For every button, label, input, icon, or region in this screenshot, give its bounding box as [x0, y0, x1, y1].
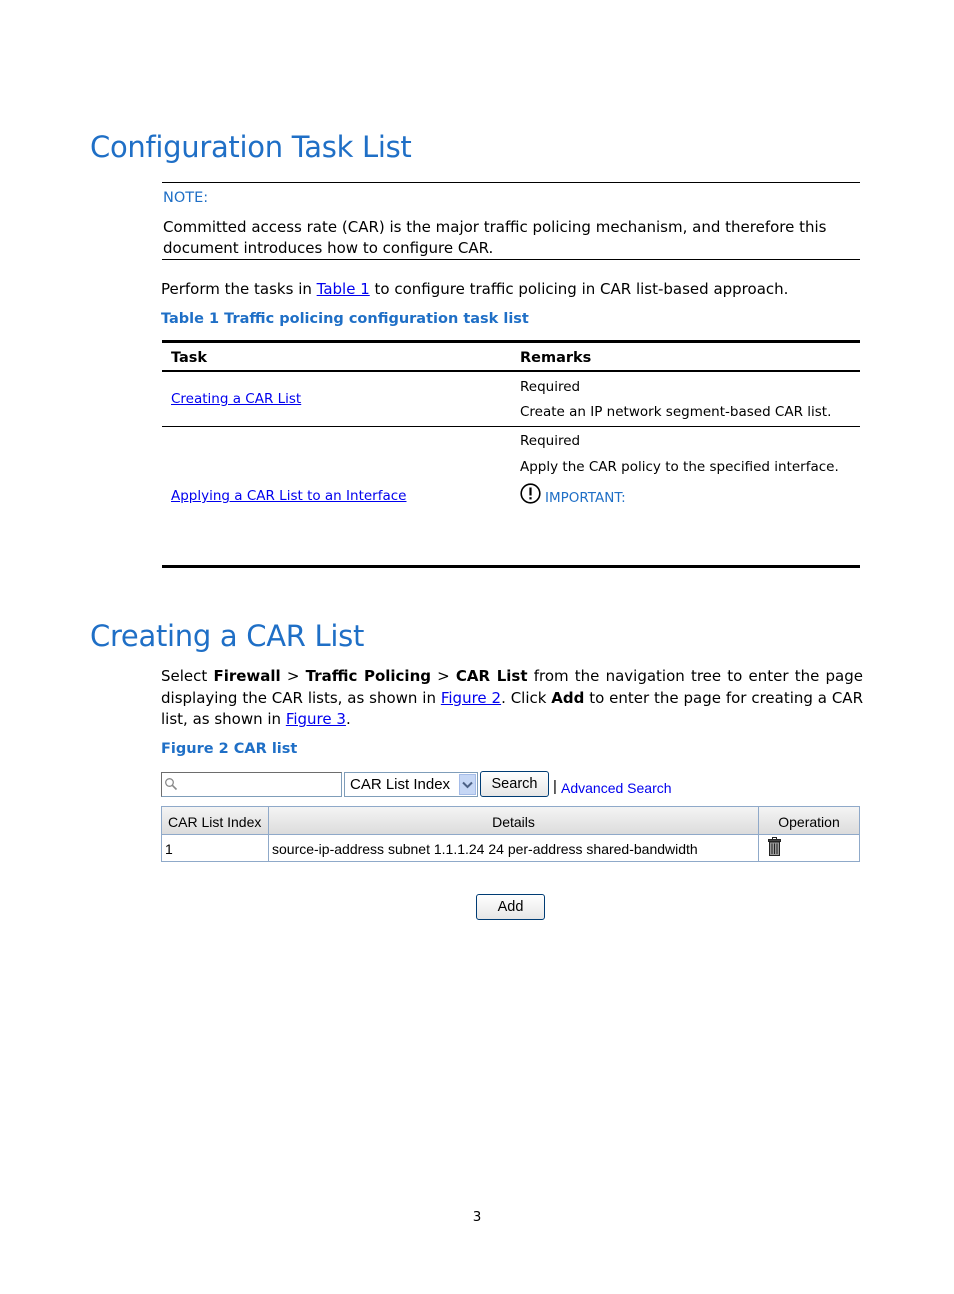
creating-car-list-link[interactable]: Creating a CAR List	[171, 391, 302, 407]
search-field-select[interactable]	[344, 772, 478, 797]
para-text: >	[431, 667, 456, 685]
para-text: Select	[161, 667, 214, 685]
figure-2-link[interactable]: Figure 2	[440, 688, 502, 707]
column-header-details[interactable]: Details	[492, 814, 535, 830]
row2-remark-description: Apply the CAR policy to the specified interface.	[520, 459, 839, 475]
note-label: NOTE:	[163, 190, 209, 206]
column-header-operation[interactable]: Operation	[778, 814, 840, 830]
creating-paragraph	[161, 666, 863, 731]
important-icon	[520, 483, 541, 504]
search-input[interactable]	[161, 772, 342, 797]
table-header-rule	[162, 370, 860, 372]
add-button[interactable]: Add	[476, 894, 545, 920]
menu-firewall: Firewall	[213, 667, 281, 685]
search-icon	[164, 777, 178, 794]
para-text: to enter the page for creating a CAR list, as shown in	[161, 688, 863, 728]
row-details: source-ip-address subnet 1.1.1.24 24 per-address shared-bandwidth	[272, 841, 698, 857]
section-title-creating-car-list: Creating a CAR List	[90, 619, 365, 653]
perform-paragraph	[161, 279, 788, 300]
note-top-rule	[162, 182, 860, 183]
trash-icon[interactable]	[768, 837, 781, 856]
search-field-select-value: CAR List Index	[350, 776, 451, 793]
menu-traffic-policing: Traffic Policing	[305, 667, 431, 685]
section-title-configuration-task-list: Configuration Task List	[90, 130, 412, 164]
row2-remark-required: Required	[520, 433, 581, 449]
figure-3-link[interactable]: Figure 3	[285, 710, 346, 728]
para-text: . Click	[501, 688, 552, 707]
table-row-rule	[162, 426, 860, 427]
row1-remark-description: Create an IP network segment-based CAR list.	[520, 404, 832, 420]
table-top-rule	[162, 340, 860, 343]
search-button[interactable]: Search	[480, 771, 549, 797]
applying-car-list-link[interactable]: Applying a CAR List to an Interface	[171, 488, 407, 504]
para-text: .	[345, 710, 351, 728]
table-1-link[interactable]: Table 1	[316, 280, 370, 298]
para-text: >	[280, 667, 306, 685]
page-number: 3	[472, 1209, 482, 1225]
perform-text-post: to configure traffic policing in CAR list-based approach.	[369, 280, 789, 298]
add-keyword: Add	[551, 688, 585, 707]
car-list-table	[161, 806, 860, 862]
column-header-car-list-index[interactable]: CAR List Index	[168, 814, 262, 830]
table-header-remarks: Remarks	[520, 350, 592, 366]
table-caption: Table 1 Traffic policing configuration task list	[161, 311, 529, 327]
table-header-task: Task	[171, 350, 208, 366]
note-text: Committed access rate (CAR) is the major traffic policing mechanism, and therefore this document introduces how to configure CAR.	[163, 218, 827, 257]
para-text: from the navigation tree to enter the page displaying the CAR lists, as shown in	[161, 667, 863, 707]
perform-text-pre: Perform the tasks in	[161, 280, 317, 298]
row-car-list-index: 1	[165, 841, 173, 857]
menu-car-list: CAR List	[455, 667, 528, 685]
important-label: IMPORTANT:	[545, 490, 626, 506]
note-bottom-rule	[162, 259, 860, 260]
table-bottom-rule	[162, 565, 860, 568]
row1-remark-required: Required	[520, 379, 581, 395]
toolbar-separator: |	[553, 778, 557, 795]
chevron-down-icon[interactable]	[459, 774, 476, 795]
figure-caption: Figure 2 CAR list	[161, 741, 298, 757]
advanced-search-link[interactable]: Advanced Search	[561, 780, 672, 796]
